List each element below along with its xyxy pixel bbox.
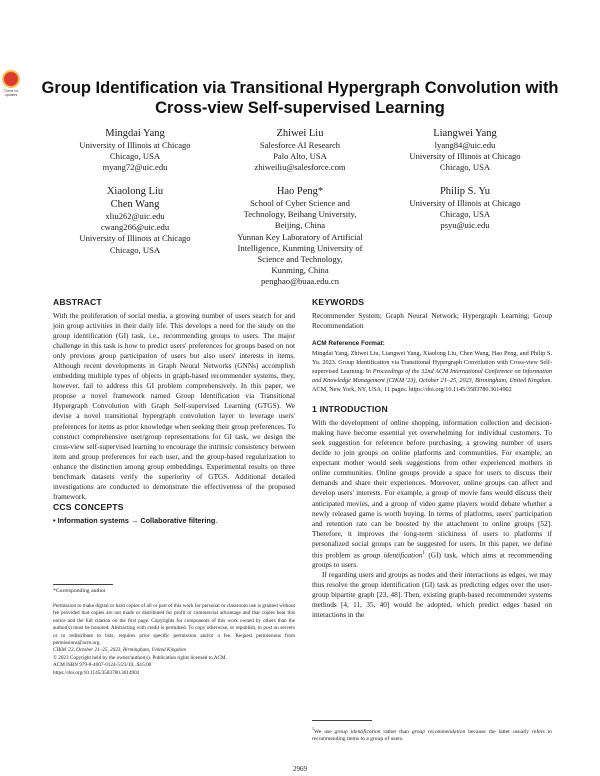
ccs-heading: CCS CONCEPTS	[53, 501, 124, 512]
arrow-icon: →	[131, 515, 139, 525]
right-column	[312, 297, 552, 621]
acm-reference-venue: Proceedings of the 32nd ACM International Conference on Information and Knowledge Management (CIKM '23), October 21–25, 2023, Birmingham, United Kingdom.	[312, 368, 552, 385]
author-email: xliu262@uic.edu	[105, 211, 165, 221]
author-name: Philip S. Yu	[439, 186, 491, 197]
author-affiliation: School of Cyber Science and	[250, 198, 350, 208]
author-name-2: Chen Wang	[110, 199, 160, 210]
author-name: Xiaolong Liu	[106, 186, 164, 197]
acm-reference	[312, 349, 552, 394]
author-email: myang72@uic.edu	[102, 162, 168, 173]
author-block	[220, 185, 380, 288]
footnote-text: We use	[314, 728, 335, 735]
footnote-mark: 1	[312, 726, 314, 731]
footnote-1	[312, 725, 552, 744]
author-location: Chicago, USA	[109, 151, 161, 162]
intro-p1-text: With the development of online shopping, information collection and decision-making have become essential yet overwhelming for individual customers. To seek suggestion for reference before purchasing, a growing number of users decide to join groups on online platforms and communities. For example, an expectant mother would seek suggestions from other experienced mothers in online communities. Online groups provide a space for users to discuss their demands and share their experiences. Moreover, online groups can affect and develop users' interests. For example, a group of movie fans would discuss their anticipated movies, and a group of video game players would debate whether a newly released game is worth buying. In terms of platforms, users' participation and retention rate can be boosted by the attachment to online groups [52]. Therefore, it improves the long-term stickiness of users to platforms if personalized social groups can be suggested for users. In this paper, we define this problem as	[312, 418, 552, 560]
author-name: Hao Peng*	[276, 186, 324, 197]
author-affiliation: Salesforce AI Research	[259, 140, 341, 150]
author-location: Chicago, USA	[439, 209, 491, 220]
abstract-heading: ABSTRACT	[53, 297, 102, 307]
author-email: zhiweiliu@salesforce.com	[254, 162, 346, 173]
conference-line: CIKM '23, October 21–25, 2023, Birmingham, United Kingdom	[53, 647, 186, 654]
author-name: Mingdai Yang	[105, 128, 165, 139]
author-location: Chicago, USA	[439, 162, 491, 173]
footnote-marker[interactable]: 1	[422, 550, 425, 556]
intro-p1-tail: (GI) task, which aims at recommending groups to users.	[312, 550, 552, 570]
footnote-term: group identification	[334, 728, 381, 735]
permission-text: Permission to make digital or hard copies of all or part of this work for personal or classroom use is granted without fee provided that copies are not made or distributed for profit or commercial advantage and that copies bear this notice and the full citation on the first page. Copyrights for components of this work owned by others than the author(s) must be honored. Abstracting with credit is permitted. To copy otherwise, or republish, to post on servers or to redistribute to lists, requires prior specific permission and/or a fee. Request permissions from permissions@acm.org.	[53, 603, 295, 647]
page-number: 2969	[293, 765, 307, 773]
author-block	[385, 185, 545, 232]
author-block	[220, 127, 380, 174]
author-email: penghao@buaa.edu.cn	[260, 276, 340, 287]
author-name: Liangwei Yang	[433, 128, 497, 139]
author-email: psyu@uic.edu	[440, 220, 490, 231]
introduction-heading: 1 INTRODUCTION	[312, 404, 388, 415]
badge-text: Check for updates	[3, 89, 19, 97]
author-location: Chicago, USA	[109, 244, 161, 255]
copyright-line: © 2023 Copyright held by the owner/author(s). Publication rights licensed to ACM.	[53, 654, 227, 661]
author-affiliation: University of Illinois at Chicago	[79, 233, 191, 244]
author-email: lyang84@uic.edu	[434, 140, 496, 150]
author-affiliation: University of Illinois at Chicago	[409, 198, 521, 208]
ccs-period: .	[215, 515, 218, 525]
abstract-text: With the proliferation of social media, a growing number of users search for and join group activities in their daily life. This develops a need for the study on the group identification (GI) task, i.e., recommending groups to users. The major challenge in this task is how to predict users' preferences for groups based on not only previous group participation of users but also users' interests in items. Although recent developments in Graph Neural Networks (GNNs) accomplish embedding multiple types of objects in graph-based recommender systems, they, however, fail to address this GI problem comprehensively. In this paper, we propose a novel framework named Group Identification via Transitional Hypergraph Convolution with Graph Self-supervised Learning (GTGS). We devise a novel transitional hypergraph convolution layer to leverage users' preferences for items as prior knowledge when seeking their group preferences. To construct comprehensive user/group representations for GI task, we design the cross-view self-supervised learning to encourage the intrinsic consistency between item and group preferences for each user, and the group-based regularization to enhance the distinction among group embeddings. Experimental results on three benchmark datasets verify the superiority of GTGS. Additional detailed investigations are conducted to demonstrate the effectiveness of the proposed framework.	[53, 311, 295, 501]
author-name: Zhiwei Liu	[276, 128, 324, 139]
permission-block	[53, 603, 295, 677]
author-block	[385, 127, 545, 174]
author-affiliation: Technology, Beihang University,	[243, 209, 357, 220]
conference-badge[interactable]	[2, 70, 20, 100]
keywords-text: Recommender System; Graph Neural Network; Hypergraph Learning; Group Recommendation	[312, 311, 552, 331]
author-affiliation: Yunnan Key Laboratory of Artificial	[237, 231, 363, 242]
author-affiliation: Intelligence, Kunming University of	[237, 242, 363, 253]
introduction-paragraph-1	[312, 418, 552, 570]
footnote-divider	[53, 584, 113, 585]
corresponding-footnote: *Corresponding author	[53, 588, 106, 594]
ccs-concept	[53, 516, 295, 526]
conference-badge-icon	[2, 70, 20, 88]
acm-reference-heading: ACM Reference Format:	[312, 340, 385, 348]
introduction-paragraph-2: If regarding users and groups as nodes and their interactions as edges, we may thus resolve the group identification (GI) task as predicting edges over the user-group bipartite graph [23, 48]. Then, existing graph-based recommender systems methods [4, 11, 35, 40] would be adopted, which predict edges based on interactions in the	[312, 570, 552, 620]
paper-title: Group Identification via Transitional Hypergraph Convolution with Cross-view Self-supervised Learning	[41, 79, 559, 117]
intro-p1-emphasis: group identification	[363, 550, 423, 560]
introduction-section	[312, 404, 552, 620]
footnote-divider	[312, 720, 372, 721]
author-affiliation: University of Illinois at Chicago	[409, 151, 521, 162]
author-location: Beijing, China	[274, 220, 326, 231]
author-location: Palo Alto, USA	[273, 151, 327, 162]
footnote-term: group recommendation	[411, 728, 466, 735]
left-column	[53, 297, 295, 526]
doi-link[interactable]: https://doi.org/10.1145/3583780.3614902	[53, 669, 140, 676]
acm-reference-authors: Mingdai Yang, Zhiwei Liu, Liangwei Yang, Xiaolong Liu, Chen Wang, Hao Peng, and Philip S. Yu. 2023. Group Identification via Transitional Hypergraph Convolution with Cross-view Self-supervised Learning. In	[312, 350, 552, 376]
isbn-line: ACM ISBN 979-8-4007-0124-5/23/10...$15.00	[53, 662, 152, 669]
author-block	[55, 127, 215, 174]
footnote-text: rather than	[380, 728, 412, 735]
ccs-sub-concept: Collaborative filtering	[140, 515, 216, 525]
author-affiliation: Science and Technology,	[257, 254, 343, 265]
acm-reference-tail[interactable]: ACM, New York, NY, USA, 11 pages. https://doi.org/10.1145/3583780.3614902	[312, 386, 512, 394]
ccs-concept-name: Information systems	[57, 515, 129, 525]
ccs-bullet: •	[53, 515, 56, 525]
author-block	[55, 185, 215, 256]
author-email: cwang266@uic.edu	[100, 222, 170, 233]
keywords-heading: KEYWORDS	[312, 297, 365, 307]
footnote-text: because the latter usually refers to recommending items to a group of users.	[312, 728, 552, 743]
author-location: Kunming, China	[271, 265, 329, 276]
author-affiliation: University of Illinois at Chicago	[79, 140, 191, 150]
